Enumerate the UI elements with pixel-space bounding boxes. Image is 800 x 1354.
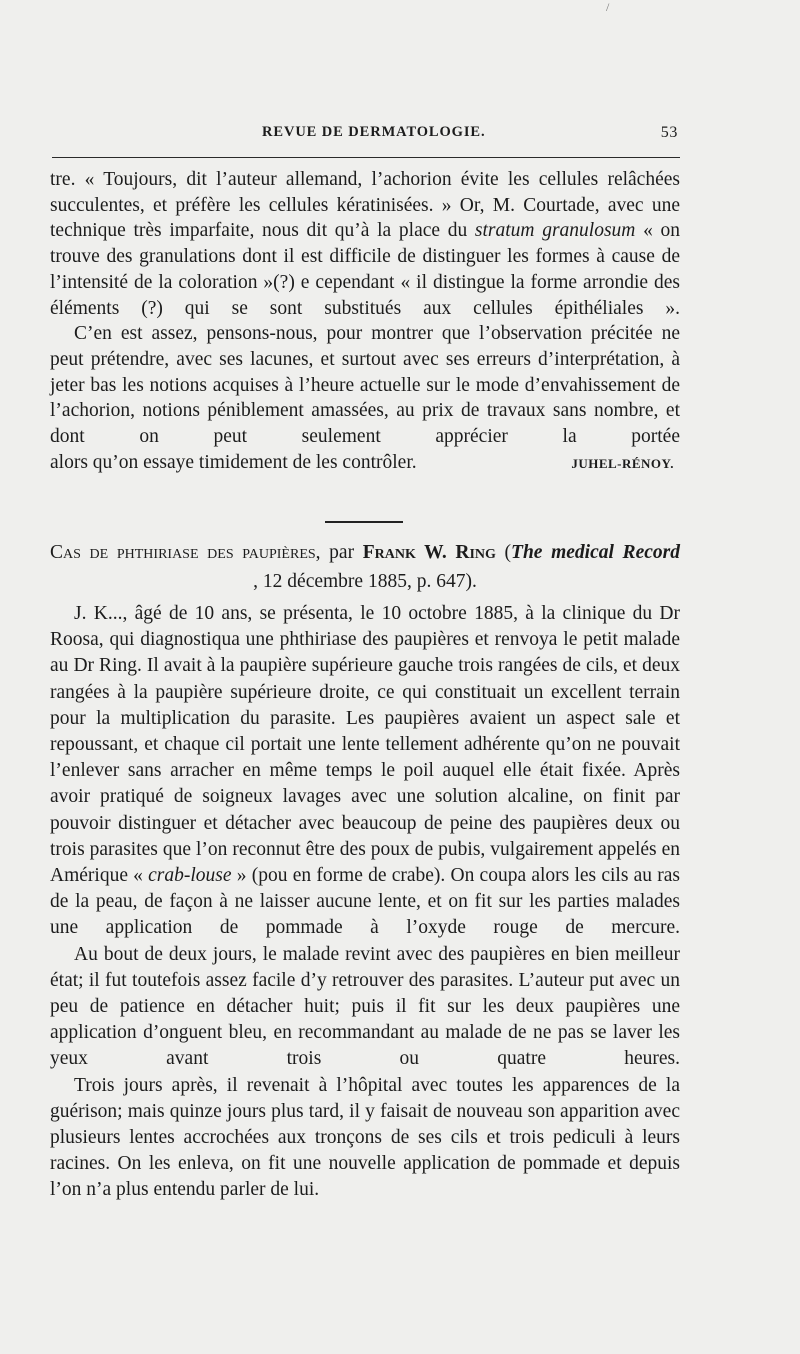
author-signature: JUHEL-RÉNOY. (571, 455, 674, 471)
paragraph-1-text-a: tre. « Toujours, dit l’auteur allemand, l’achorion évite les cellules relâchées succulentes, et préfère les cellules kératinisées. » Or, M. Courtade, avec une technique très imparfaite, nous dit qu’à la place du (50, 169, 680, 242)
case-paragraph-2-text: Au bout de deux jours, le malade revint avec des paupières en bien meilleur état; il fut toutefois assez facile d’y retrouver des parasites. L’auteur put avec un peu de patience en détacher huit; puis il fit sur les deux paupières une application d’onguent bleu, en recommandant au malade de ne pas se laver les yeux avant trois ou quatre heures. (50, 943, 680, 1070)
running-head (50, 124, 680, 144)
case-paragraph-2 (50, 942, 680, 1073)
article-journal: The medical Record (511, 542, 680, 563)
case-report (50, 601, 680, 1204)
case-paragraph-1 (50, 601, 680, 942)
article-by: , par (315, 542, 363, 563)
paragraph-1-italic: stratum granulosum (474, 220, 636, 242)
closing-text: alors qu’on essaye timidement de les contrôler. (50, 451, 417, 473)
article-paren: ( (495, 542, 512, 563)
article-date-ref: , 12 décembre 1885, p. 647). (253, 571, 477, 592)
article-heading-line-2 (50, 567, 680, 596)
case-paragraph-1-text-b: » (pou en forme de crabe). On coupa alors les cils au ras de la peau, de façon à ne laisser aucune lente, et on fit sur les parties malades une application de pommade à l’oxyde rouge de mercure. (50, 865, 680, 939)
header-rule (52, 157, 680, 158)
article-author: Frank W. Ring (362, 542, 496, 563)
article-heading-line-1 (50, 538, 680, 567)
case-paragraph-1-text-a: J. K..., âgé de 10 ans, se présenta, le 10 octobre 1885, à la clinique du Dr Roosa, qui diagnostiqua une phthiriase des paupières et renvoya le petit malade au Dr Ring. Il avait à la paupière supérieure gauche trois rangées de cils, et deux rangées à la paupière supérieure droite, ce qui constituait un excellent terrain pour la multiplication du parasite. Les paupières avaient un aspect sale et repoussant, et chaque cil portait une lente tellement adhérente qu’on ne pouvait l’enlever sans arracher en même temps le poil auquel elle était fixée. Après avoir pratiqué de soigneux lavages avec une solution alcaline, on finit par pouvoir distinguer et détacher avec beaucoup de peine des paupières deux ou trois parasites que l’on reconnut être des poux de pubis, vulgairement appelés en Amérique « (50, 603, 680, 887)
page-number: 53 (660, 124, 678, 141)
article-heading (50, 538, 680, 596)
section-separator (325, 521, 403, 523)
article-title: Cas de phthiriase des paupières (50, 542, 316, 563)
running-title: REVUE DE DERMATOLOGIE. (262, 124, 486, 140)
paragraph-2-text: C’en est assez, pensons-nous, pour montrer que l’observation précitée ne peut prétendre, avec ses lacunes, et surtout avec ses erreurs d’interprétation, à jeter bas les notions acquises à l’heure actuelle sur le mode d’envahissement de l’achorion, notions péniblement amassées, au prix de travaux sans nombre, et dont on peut seulement apprécier la portée (50, 323, 680, 448)
paragraph-2 (50, 321, 680, 450)
corner-mark: / (606, 0, 610, 14)
paragraph-1-text-b: « on trouve des granulations dont il est difficile de distinguer les formes à cause de l’intensité de la coloration »(?) e cependant « il distingue la forme arrondie des éléments (?) qui se sont substitués aux cellules épithéliales ». (50, 220, 681, 319)
paragraph-1 (50, 167, 680, 321)
case-paragraph-3 (50, 1073, 680, 1204)
case-paragraph-1-italic: crab-louse (148, 865, 232, 887)
review-continuation (50, 167, 680, 476)
case-paragraph-3-text: Trois jours après, il revenait à l’hôpital avec toutes les apparences de la guérison; mais quinze jours plus tard, il y faisait de nouveau son apparition avec plusieurs lentes accrochées aux tronçons de ses cils et trois pediculi à leurs racines. On les enleva, on fit une nouvelle application de pommade et depuis l’on n’a plus entendu parler de lui. (50, 1074, 680, 1201)
closing-line (50, 450, 680, 477)
